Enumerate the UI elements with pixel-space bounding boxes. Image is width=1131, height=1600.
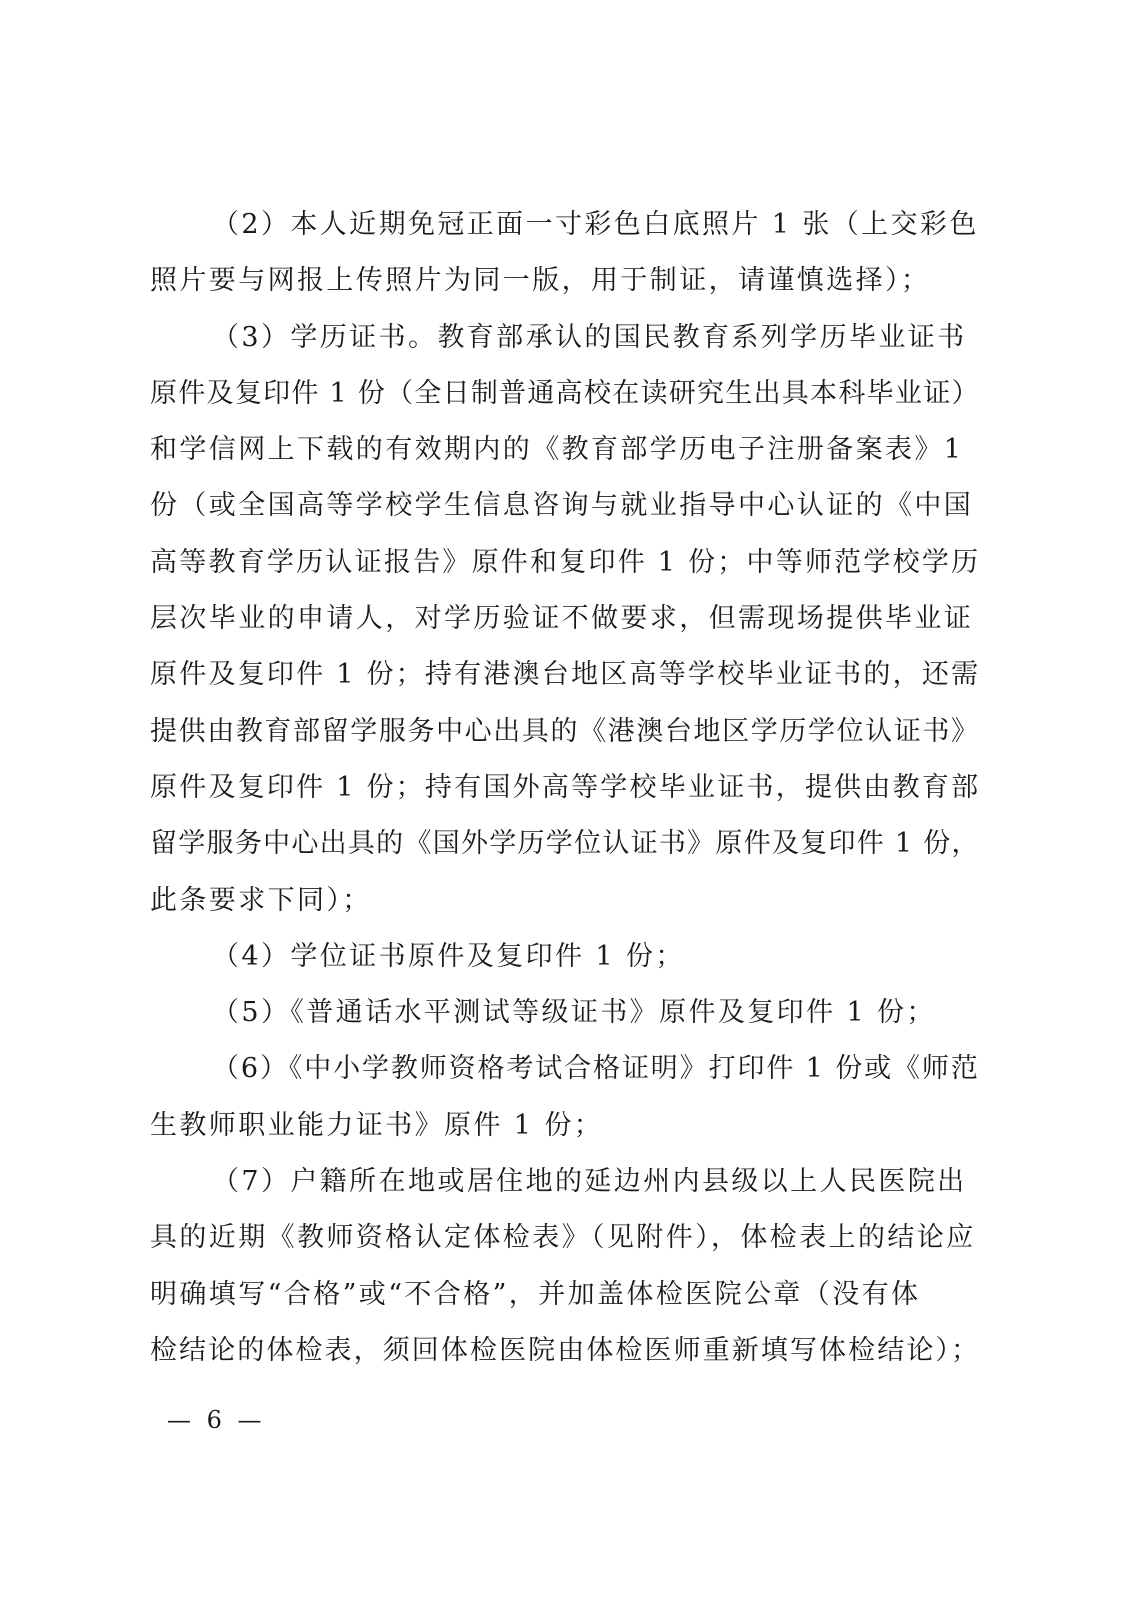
text-line: （6）《中小学教师资格考试合格证明》打印件 1 份或《师范 bbox=[212, 1053, 980, 1085]
text-line: （5）《普通话水平测试等级证书》原件及复印件 1 份； bbox=[212, 997, 936, 1029]
text-line: 明确填写“合格”或“不合格”，并加盖体检医院公章（没有体 bbox=[150, 1278, 921, 1310]
text-line: 层次毕业的申请人，对学历验证不做要求，但需现场提供毕业证 bbox=[150, 603, 974, 635]
text-line: （3）学历证书。教育部承认的国民教育系列学历毕业证书 bbox=[212, 321, 967, 353]
text-line: 原件及复印件 1 份；持有国外高等学校毕业证书，提供由教育部 bbox=[150, 771, 980, 803]
text-line: 照片要与网报上传照片为同一版，用于制证，请谨慎选择）； bbox=[150, 265, 931, 297]
text-line: 生教师职业能力证书》原件 1 份； bbox=[150, 1109, 604, 1141]
text-line: 留学服务中心出具的《国外学历学位认证书》原件及复印件 1 份， bbox=[150, 828, 980, 860]
text-line: 原件及复印件 1 份（全日制普通高校在读研究生出具本科毕业证） bbox=[150, 377, 980, 409]
text-line: 此条要求下同）； bbox=[150, 884, 372, 916]
text-line: （2）本人近期免冠正面一寸彩色白底照片 1 张（上交彩色 bbox=[212, 209, 979, 240]
text-line: 原件及复印件 1 份；持有港澳台地区高等学校毕业证书的，还需 bbox=[150, 659, 980, 691]
text-line: 检结论的体检表，须回体检医院由体检医师重新填写体检结论）； bbox=[150, 1334, 980, 1366]
text-line: （7）户籍所在地或居住地的延边州内县级以上人民医院出 bbox=[212, 1166, 967, 1198]
text-line: 高等教育学历认证报告》原件和复印件 1 份；中等师范学校学历 bbox=[150, 546, 980, 578]
body-text bbox=[150, 197, 980, 1379]
text-line: 具的近期《教师资格认定体检表》（见附件），体检表上的结论应 bbox=[150, 1222, 976, 1254]
text-line: 提供由教育部留学服务中心出具的《港澳台地区学历学位认证书》 bbox=[150, 715, 980, 747]
page-number: — 6 — bbox=[167, 1406, 266, 1434]
text-line: （4）学位证书原件及复印件 1 份； bbox=[212, 940, 685, 972]
text-line: 份（或全国高等学校学生信息咨询与就业指导中心认证的《中国 bbox=[150, 490, 974, 522]
text-line: 和学信网上下载的有效期内的《教育部学历电子注册备案表》1 bbox=[150, 434, 964, 466]
